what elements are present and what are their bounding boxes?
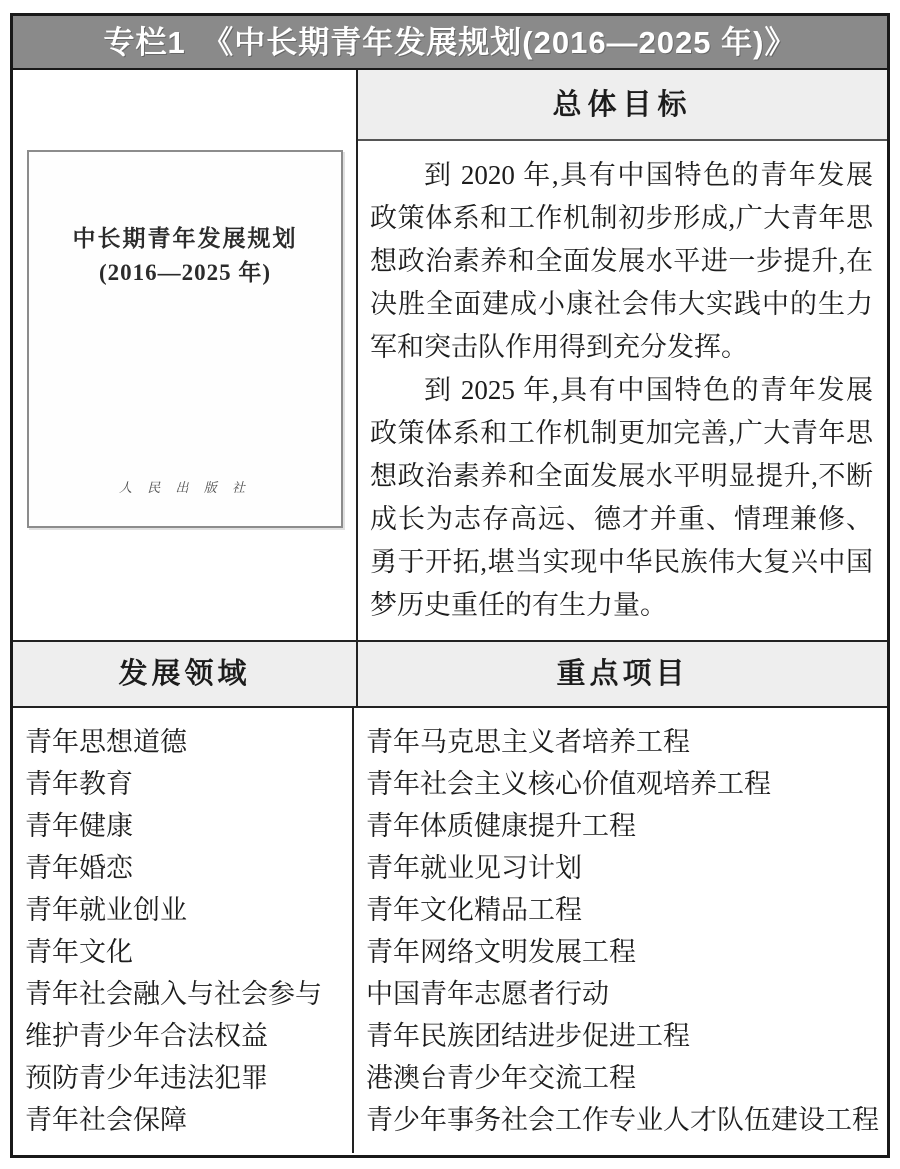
projects-header-cell: 重点项目: [556, 658, 689, 690]
key-project-item: 青年社会主义核心价值观培养工程: [366, 769, 771, 799]
book-publisher-mark: 人 民 出 版 社: [118, 480, 251, 495]
overall-goal-header: 总体目标: [358, 70, 887, 141]
development-area-item: 预防青少年违法犯罪: [25, 1063, 268, 1093]
development-area-item: 青年社会保障: [25, 1105, 187, 1135]
book-title: [29, 222, 341, 290]
development-area-item: 青年文化: [25, 937, 133, 967]
development-area-item: 青年教育: [25, 769, 133, 799]
development-area-item: 青年就业创业: [25, 895, 187, 925]
column-title-bar: 专栏1 《中长期青年发展规划(2016—2025 年)》: [13, 16, 887, 70]
book-cover-image: [27, 150, 343, 528]
book-title-line2: (2016—2025 年): [98, 260, 272, 285]
table-body: [13, 708, 887, 1153]
overall-goal-cell: [358, 70, 887, 640]
key-project-item: 青年就业见习计划: [366, 853, 582, 883]
areas-header-cell: 发展领域: [13, 642, 358, 706]
key-project-item: 中国青年志愿者行动: [366, 979, 609, 1009]
key-project-item: 港澳台青少年交流工程: [366, 1063, 636, 1093]
table-header-row: [13, 640, 887, 708]
goal-paragraph-2025: 到 2025 年,具有中国特色的青年发展政策体系和工作机制更加完善,广大青年思想政治素养和全面发展水平明显提升,不断成长为志存高远、德才并重、情理兼修、勇于开拓,堪当实现中华民族伟大复兴中国梦历史重任的有生力量。: [370, 375, 873, 620]
top-section: [13, 70, 887, 640]
overall-goal-text: [358, 141, 887, 627]
development-area-item: 青年思想道德: [25, 727, 187, 757]
key-projects-list: [354, 708, 887, 1153]
key-project-item: 青少年事务社会工作专业人才队伍建设工程: [366, 1105, 879, 1135]
key-project-item: 青年网络文明发展工程: [366, 937, 636, 967]
development-areas-list: [13, 708, 354, 1153]
book-cover-cell: [13, 70, 358, 640]
key-project-item: 青年文化精品工程: [366, 895, 582, 925]
book-title-line1: 中长期青年发展规划: [72, 226, 298, 251]
development-area-item: 青年婚恋: [25, 853, 133, 883]
key-project-item: 青年马克思主义者培养工程: [366, 727, 690, 757]
development-area-item: 维护青少年合法权益: [25, 1021, 268, 1051]
development-area-item: 青年健康: [25, 811, 133, 841]
column-box-frame: [10, 13, 890, 1158]
goal-paragraph-2020: 到 2020 年,具有中国特色的青年发展政策体系和工作机制初步形成,广大青年思想政治素养和全面发展水平进一步提升,在决胜全面建成小康社会伟大实践中的生力军和突击队作用得到充分发挥。: [370, 160, 873, 362]
key-project-item: 青年民族团结进步促进工程: [366, 1021, 690, 1051]
key-project-item: 青年体质健康提升工程: [366, 811, 636, 841]
development-area-item: 青年社会融入与社会参与: [25, 979, 322, 1009]
